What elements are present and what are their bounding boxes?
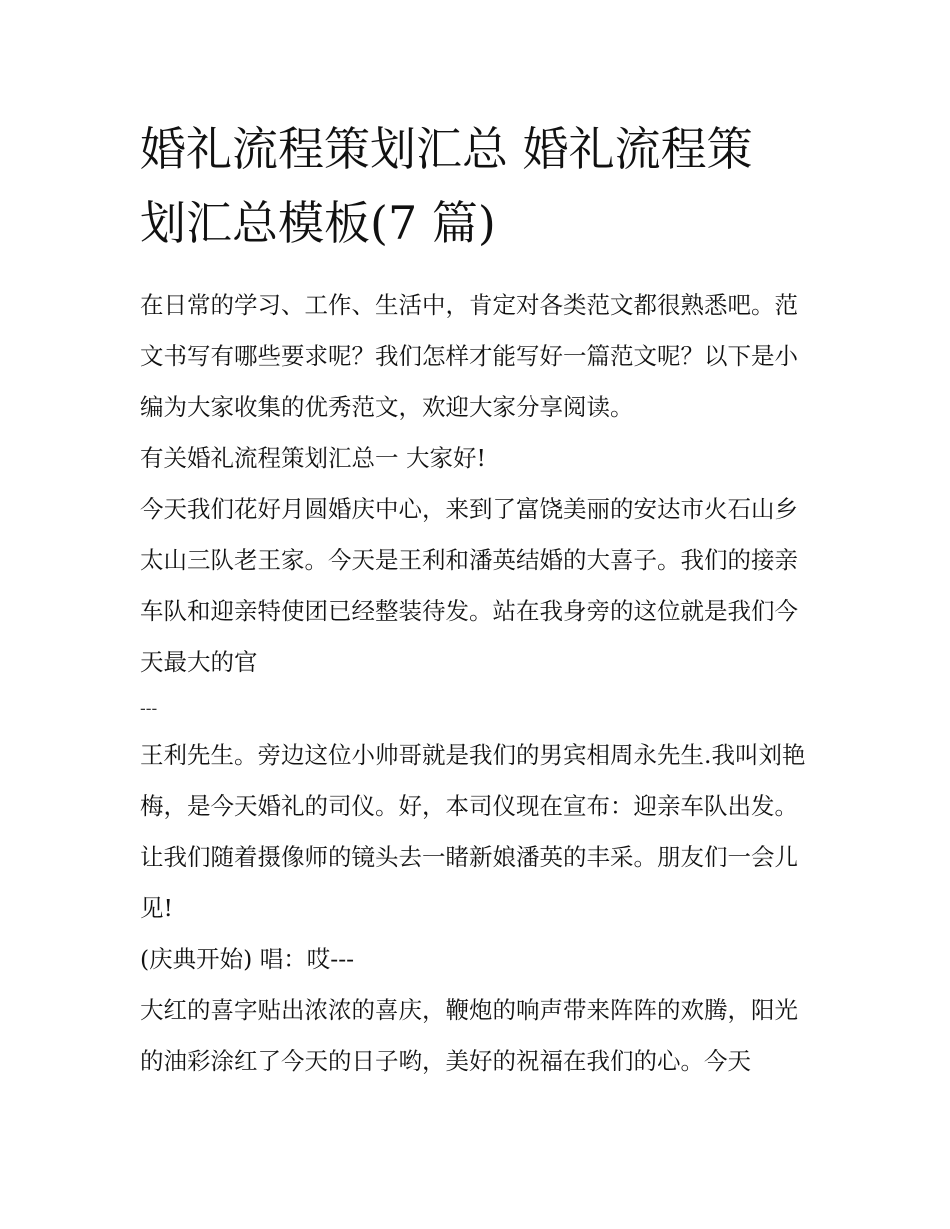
- paragraph-heading: 有关婚礼流程策划汇总一 大家好!: [140, 444, 486, 472]
- document-body: [140, 280, 815, 1087]
- paragraph-intro: 在日常的学习、工作、生活中，肯定对各类范文都很熟悉吧。范文书写有哪些要求呢？我们怎样才能写好一篇范文呢？以下是小编为大家收集的优秀范文，欢迎大家分享阅读。: [140, 291, 798, 421]
- document-content: [140, 112, 815, 1087]
- paragraph-story: 今天我们花好月圆婚庆中心，来到了富饶美丽的安达市火石山乡太山三队老王家。今天是王利和潘英结婚的大喜子。我们的接亲车队和迎亲特使团已经整装待发。站在我身旁的这位就是我们今天最大的官: [140, 495, 798, 676]
- paragraph-host-intro: 王利先生。旁边这位小帅哥就是我们的男宾相周永先生.我叫刘艳梅，是今天婚礼的司仪。好，本司仪现在宣布：迎亲车队出发。让我们随着摄像师的镜头去一睹新娘潘英的丰采。朋友们一会儿见!: [140, 741, 806, 922]
- page-separator: ---: [140, 699, 158, 719]
- paragraph-song: 大红的喜字贴出浓浓的喜庆，鞭炮的响声带来阵阵的欢腾，阳光的油彩涂红了今天的日子哟，美好的祝福在我们的心。今天: [140, 996, 798, 1075]
- title-line-1: 婚礼流程策划汇总 婚礼流程策: [140, 122, 753, 176]
- document-title: [140, 112, 815, 260]
- paragraph-ceremony-start: (庆典开始) 唱：哎---: [140, 945, 355, 973]
- title-line-2: 划汇总模板(7 篇): [140, 196, 496, 250]
